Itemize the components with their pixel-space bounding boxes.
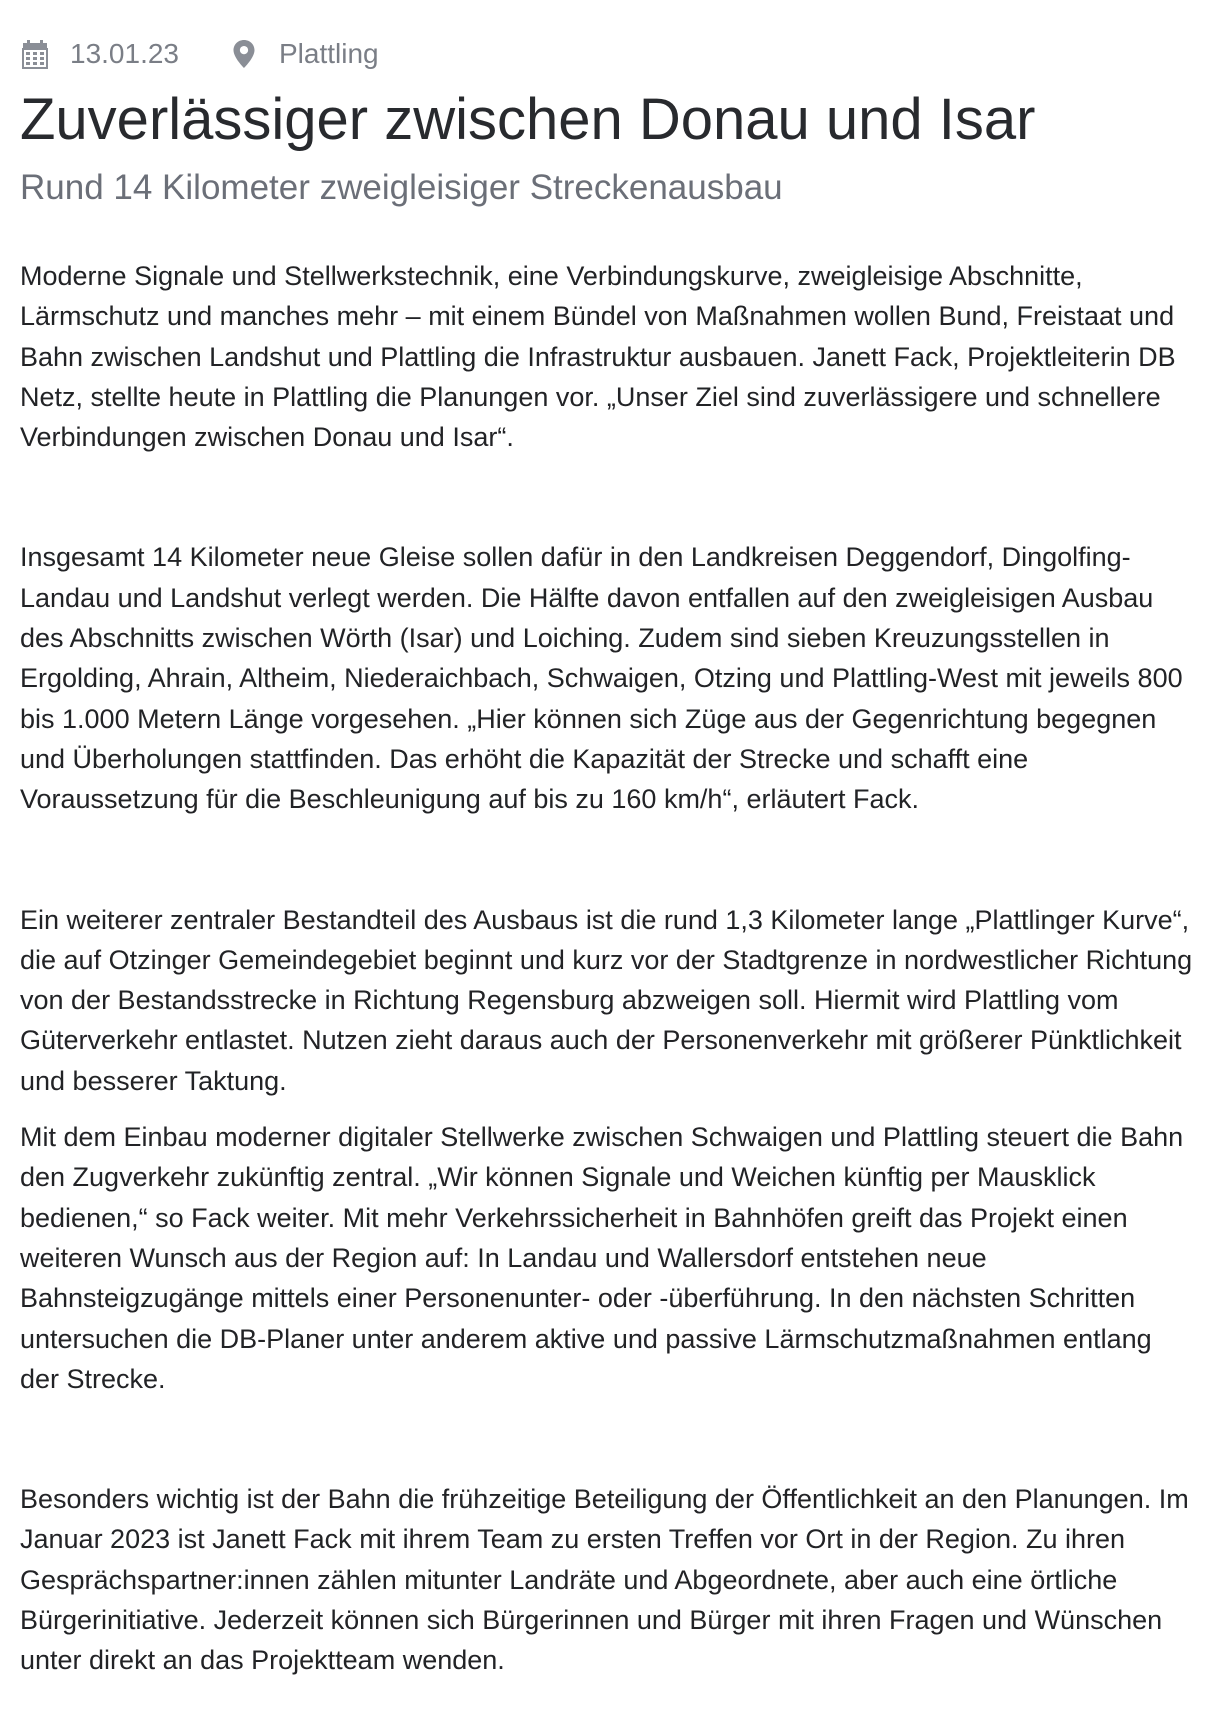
paragraph: Mit dem Einbau moderner digitaler Stellwerke zwischen Schwaigen und Plattling steuert die Bahn den Zugverkehr zukünftig zentral. „Wir können Signale und Weichen künftig per Mausklick bedienen,“ so Fack weiter. Mit mehr Verkehrssicherheit in Bahnhöfen greift das Projekt einen weiteren Wunsch aus der Region auf: In Landau und Wallersdorf entstehen neue Bahnsteigzugänge mittels einer Personenunter- oder -überführung. In den nächsten Schritten untersuchen die DB-Planer unter anderem aktive und passive Lärmschutzmaßnahmen entlang der Strecke. [20,1122,1184,1394]
location-meta [229,38,379,70]
calendar-icon [20,38,50,70]
paragraph: Ein weiterer zentraler Bestandteil des Ausbaus ist die rund 1,3 Kilometer lange „Plattlinger Kurve“, die auf Otzinger Gemeindegebiet beginnt und kurz vor der Stadtgrenze in nordwestlicher Richtung von der Bestandsstrecke in Richtung Regensburg abzweigen soll. Hiermit wird Plattling vom Güterverkehr entlastet. Nutzen zieht daraus auch der Personenverkehr mit größerer Pünktlichkeit und besserer Taktung. [20,904,1193,1096]
paragraph: Besonders wichtig ist der Bahn die frühzeitige Beteiligung der Öffentlichkeit an den Planungen. Im Januar 2023 ist Janett Fack mit ihrem Team zu ersten Treffen vor Ort in der Region. Zu ihren Gesprächspartner:innen zählen mitunter Landräte und Abgeordnete, aber auch eine örtliche Bürgerinitiative. Jederzeit können sich Bürgerinnen und Bürger mit ihren Fragen und Wünschen unter direkt an das Projektteam wenden. [20,1484,1189,1676]
article-body [20,256,1198,1681]
article-location: Plattling [279,38,379,69]
paragraph: Moderne Signale und Stellwerkstechnik, eine Verbindungskurve, zweigleisige Abschnitte, Lärmschutz und manches mehr – mit einem Bündel von Maßnahmen wollen Bund, Freistaat und Bahn zwischen Landshut und Plattling die Infrastruktur ausbauen. Janett Fack, Projektleiterin DB Netz, stellte heute in Plattling die Planungen vor. „Unser Ziel sind zuverlässigere und schnellere Verbindungen zwischen Donau und Isar“. [20,261,1176,453]
article-date: 13.01.23 [70,38,179,69]
paragraph: Insgesamt 14 Kilometer neue Gleise sollen dafür in den Landkreisen Deggendorf, Dingolfing-Landau und Landshut verlegt werden. Die Hälfte davon entfallen auf den zweigleisigen Ausbau des Abschnitts zwischen Wörth (Isar) und Loiching. Zudem sind sieben Kreuzungsstellen in Ergolding, Ahrain, Altheim, Niederaichbach, Schwaigen, Otzing und Plattling-West mit jeweils 800 bis 1.000 Metern Länge vorgesehen. „Hier können sich Züge aus der Gegenrichtung begegnen und Überholungen stattfinden. Das erhöht die Kapazität der Strecke und schafft eine Voraussetzung für die Beschleunigung auf bis zu 160 km/h“, erläutert Fack. [20,542,1183,815]
article-subtitle: Rund 14 Kilometer zweigleisiger Streckenausbau [20,168,783,207]
article-meta [20,28,1198,80]
map-pin-icon [229,38,259,70]
article-title: Zuverlässiger zwischen Donau und Isar [20,87,1036,152]
date-meta [20,38,179,70]
